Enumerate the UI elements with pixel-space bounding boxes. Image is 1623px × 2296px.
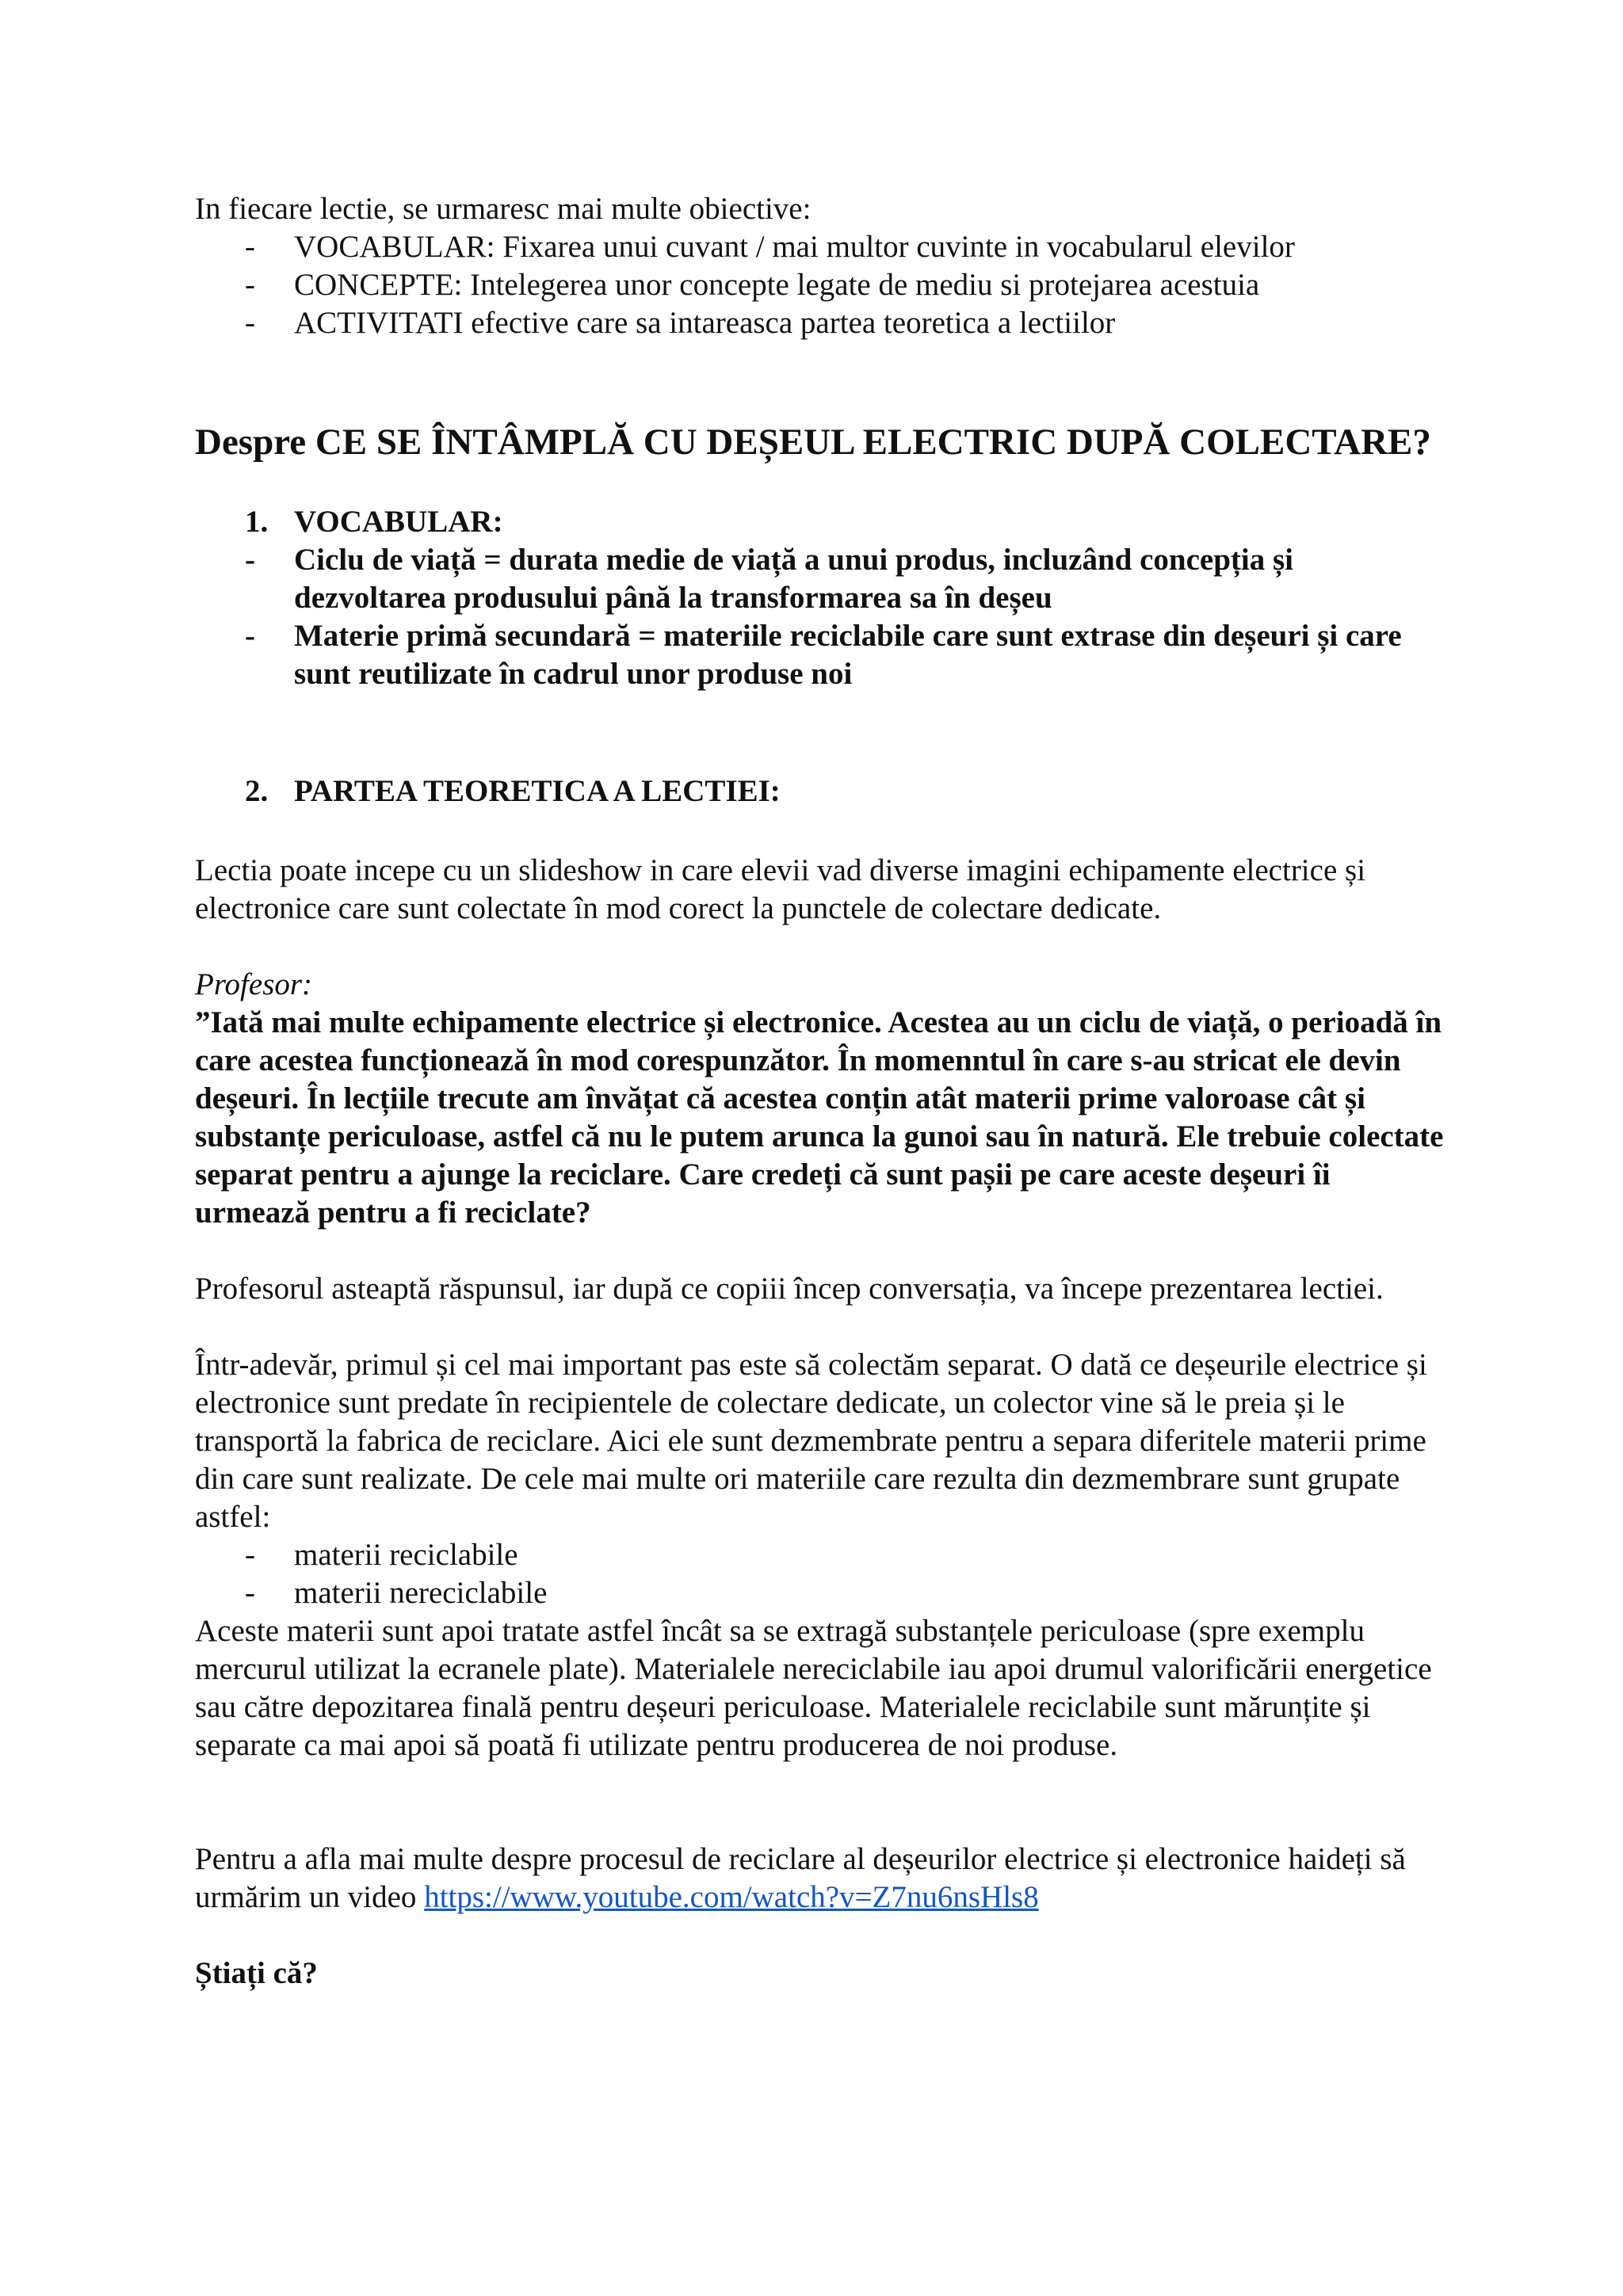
list-item: - Ciclu de viață = durata medie de viață a unui produs, incluzând concepția și dezvoltarea produsului până la transformarea sa în deșeu (245, 543, 1293, 615)
vocabulary-heading: 1. VOCABULAR: (245, 505, 503, 539)
dash-bullet: - (245, 619, 255, 653)
list-item: - Materie primă secundară = materiile reciclabile care sunt extrase din deșeuri și care sunt reutilizate în cadrul unor produse noi (245, 619, 1402, 691)
dash-bullet: - (245, 1538, 255, 1572)
materials-list (195, 1536, 1447, 1612)
theory-heading: 2. PARTEA TEORETICA A LECTIEI: (245, 774, 781, 808)
treatment-paragraph: Aceste materii sunt apoi tratate astfel încât sa se extragă substanțele periculoase (spre exemplu mercurul utilizat la ecranele plate). Materialele nereciclabile iau apoi drumul valorificării energetice sau către depozitarea finală pentru deșeuri periculoase. Materialele reciclabile sunt mărunțite și separate ca mai apoi să poată fi utilizate pentru producerea de noi produse. (195, 1614, 1432, 1762)
intro-paragraph: Lectia poate incepe cu un slideshow in care elevii vad diverse imagini echipamente electrice și electronice care sunt colectate în mod corect la punctele de colectare dedicate. (195, 853, 1366, 925)
dash-bullet: - (245, 306, 255, 340)
document-page (195, 190, 1447, 1993)
intro-line: In fiecare lectie, se urmaresc mai multe obiective: (195, 192, 812, 226)
list-item: - materii nereciclabile (195, 1574, 1447, 1612)
process-paragraph: Într-adevăr, primul și cel mai important pas este să colectăm separat. O dată ce deșeurile electrice și electronice sunt predate în recipientele de colectare dedicate, un colector vine să le preia și le transportă la fabrica de reciclare. Aici ele sunt dezmembrate pentru a separa diferitele materii prime din care sunt realizate. De cele mai multe ori materiile care rezulta din dezmembrare sunt grupate astfel: (195, 1348, 1427, 1534)
response-paragraph: Profesorul asteaptă răspunsul, iar după ce copiii încep conversația, va începe prezentarea lectiei. (195, 1272, 1384, 1306)
dash-bullet: - (245, 230, 255, 264)
video-paragraph: Pentru a afla mai multe despre procesul de reciclare al deșeurilor electrice și electronice haideți să urmărim un video https://www.youtube.com/watch?v=Z7nu6nsHls8 (195, 1842, 1406, 1914)
list-item: - ACTIVITATI efective care sa intareasca partea teoretica a lectiilor (195, 304, 1447, 342)
dash-bullet: - (245, 1576, 255, 1610)
section-heading: Despre CE SE ÎNTÂMPLĂ CU DEȘEUL ELECTRIC DUPĂ COLECTARE? (195, 421, 1431, 463)
teacher-quote: ”Iată mai multe echipamente electrice și electronice. Acestea au un ciclu de viață, o perioadă în care acestea funcționează în mod corespunzător. În momenntul în care s-au stricat ele devin deșeuri. În lecțiile trecute am învățat că acestea conțin atât materii prime valoroase cât și substanțe periculoase, astfel că nu le putem arunca la gunoi sau în natură. Ele trebuie colectate separat pentru a ajunge la reciclare. Care credeți că sunt pașii pe care aceste deșeuri îi urmează pentru a fi reciclate? (195, 1005, 1444, 1230)
list-item: - VOCABULAR: Fixarea unui cuvant / mai multor cuvinte in vocabularul elevilor (195, 228, 1447, 266)
vocabulary-list (195, 541, 1447, 693)
video-link[interactable]: https://www.youtube.com/watch?v=Z7nu6nsHls8 (424, 1880, 1039, 1914)
list-item: - materii reciclabile (195, 1536, 1447, 1574)
list-item: - CONCEPTE: Intelegerea unor concepte legate de mediu si protejarea acestuia (195, 266, 1447, 304)
dash-bullet: - (245, 268, 255, 302)
dash-bullet: - (245, 543, 255, 577)
objectives-list (195, 228, 1447, 342)
did-you-know-heading: Știați că? (195, 1956, 318, 1990)
teacher-label: Profesor: (195, 967, 313, 1001)
